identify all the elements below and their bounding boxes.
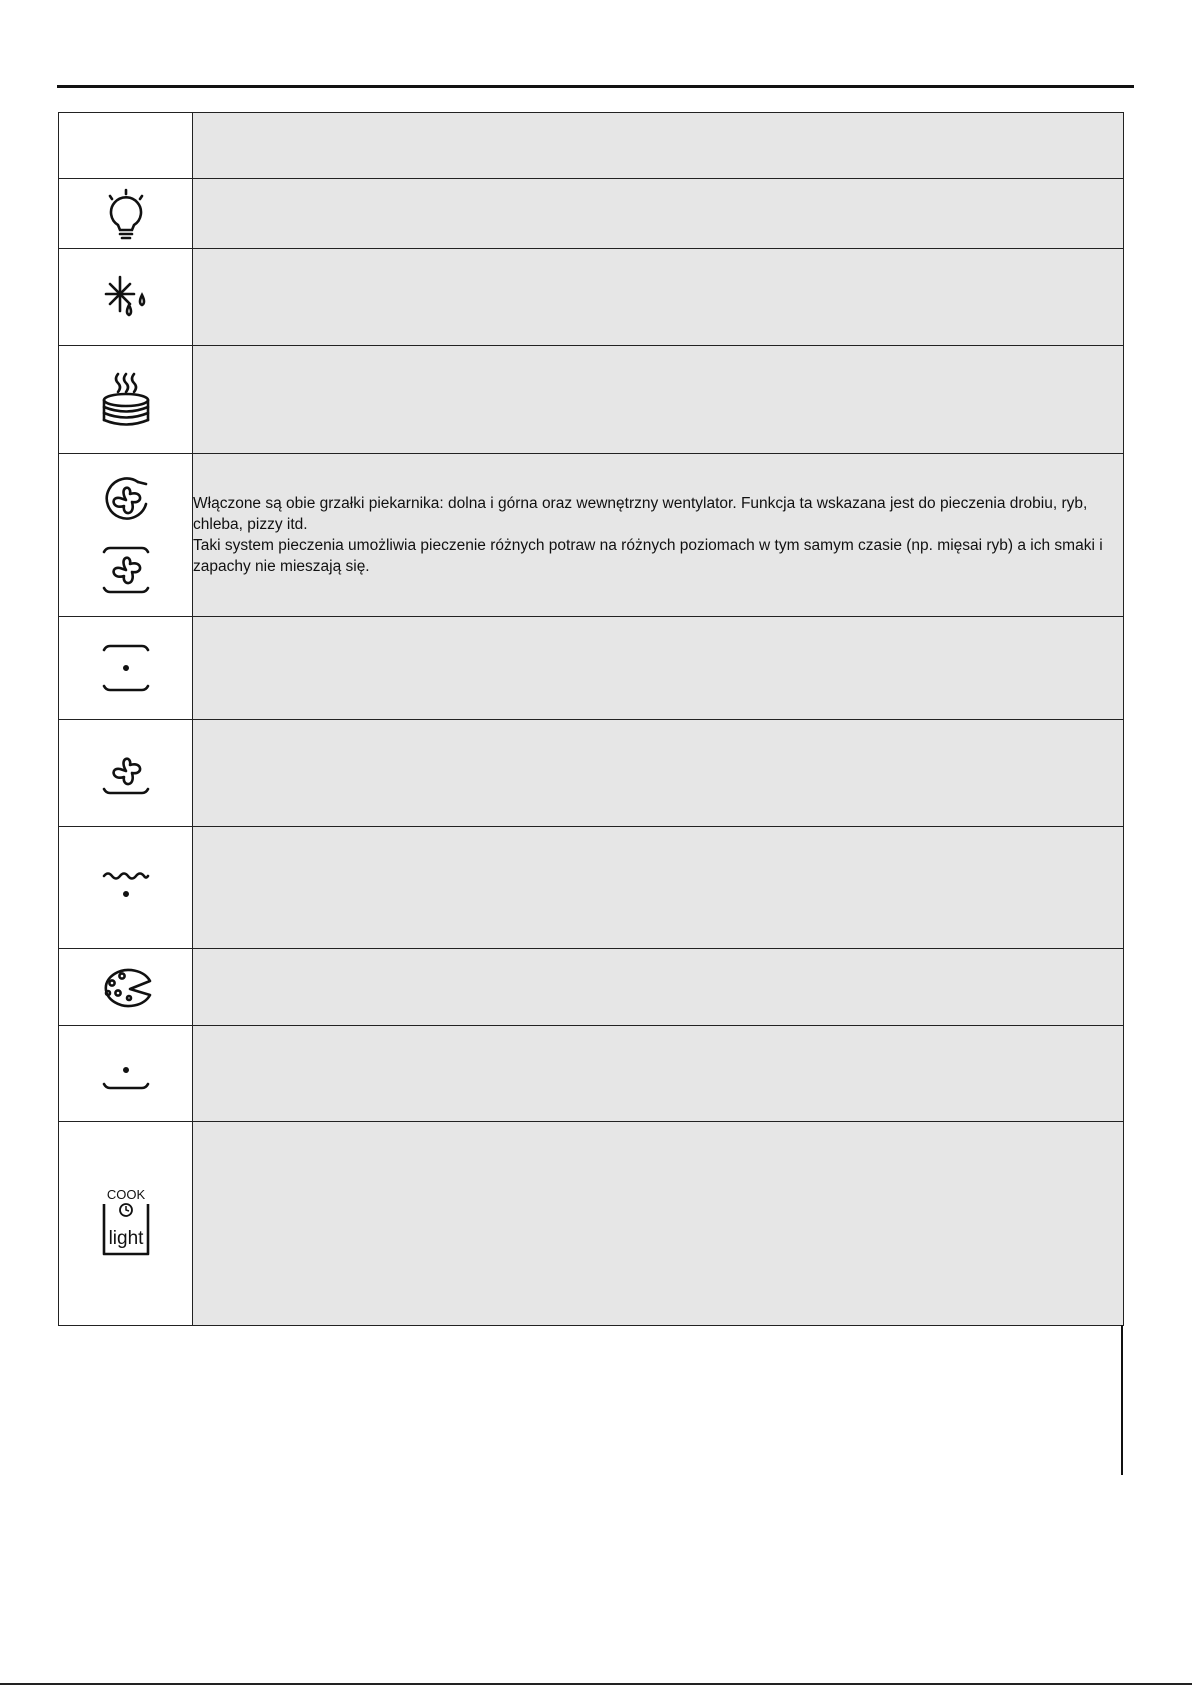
table-row — [59, 827, 1124, 949]
desc-cell — [193, 346, 1124, 454]
table-row — [59, 249, 1124, 346]
desc-cell — [193, 617, 1124, 720]
table-row — [59, 346, 1124, 454]
icon-cell — [59, 827, 193, 949]
bottom-heat-icon — [96, 1044, 156, 1104]
desc-cell — [193, 1122, 1124, 1326]
icon-cell — [59, 617, 193, 720]
fan-assisted-description-2: Taki system pieczenia umożliwia pieczenie różnych potraw na różnych poziomach w tym samym czasie (np. mięsai ryb) a ich smaki i zapachy nie mieszają się. — [193, 537, 1103, 575]
top-bottom-heat-icon — [96, 638, 156, 698]
icon-cell — [59, 720, 193, 827]
defrost-icon — [96, 267, 156, 327]
plate-warmer-icon — [94, 368, 158, 432]
desc-cell — [193, 1026, 1124, 1122]
icon-cell — [59, 454, 193, 617]
table-row — [59, 179, 1124, 249]
header-icon-cell — [59, 113, 193, 179]
grill-icon — [96, 858, 156, 918]
fan-bottom-heat-icon — [96, 743, 156, 803]
table-row — [59, 1122, 1124, 1326]
circular-fan-icon — [98, 472, 154, 528]
fan-top-bottom-heat-icon — [98, 542, 154, 598]
desc-cell — [193, 827, 1124, 949]
desc-cell — [193, 720, 1124, 827]
table-row — [59, 617, 1124, 720]
fan-assisted-description-1: Włączone są obie grzałki piekarnika: dolna i górna oraz wewnętrzny wentylator. Funkcja ta wskazana jest do pieczenia drobiu, ryb, chleba, pizzy itd. — [193, 495, 1088, 533]
desc-cell — [193, 454, 1124, 617]
desc-cell — [193, 949, 1124, 1026]
desc-cell — [193, 179, 1124, 249]
header-desc-cell — [193, 113, 1124, 179]
icon-cell — [59, 1122, 193, 1326]
desc-cell — [193, 249, 1124, 346]
table-row — [59, 1026, 1124, 1122]
table-row — [59, 720, 1124, 827]
pizza-icon — [96, 957, 156, 1017]
icon-cell — [59, 346, 193, 454]
icon-cell — [59, 179, 193, 249]
top-rule — [57, 85, 1134, 88]
cook-light-icon — [94, 1184, 158, 1264]
table-row — [59, 113, 1124, 179]
icon-cell — [59, 249, 193, 346]
cook-light-badge-top: COOK — [106, 1186, 145, 1202]
table-row — [59, 454, 1124, 617]
cook-light-badge-bottom: light — [108, 1227, 143, 1249]
icon-cell — [59, 1026, 193, 1122]
oven-light-icon — [96, 184, 156, 244]
icon-cell — [59, 949, 193, 1026]
right-margin-rule — [1121, 1325, 1123, 1475]
oven-functions-table — [58, 112, 1124, 1326]
table-row — [59, 949, 1124, 1026]
